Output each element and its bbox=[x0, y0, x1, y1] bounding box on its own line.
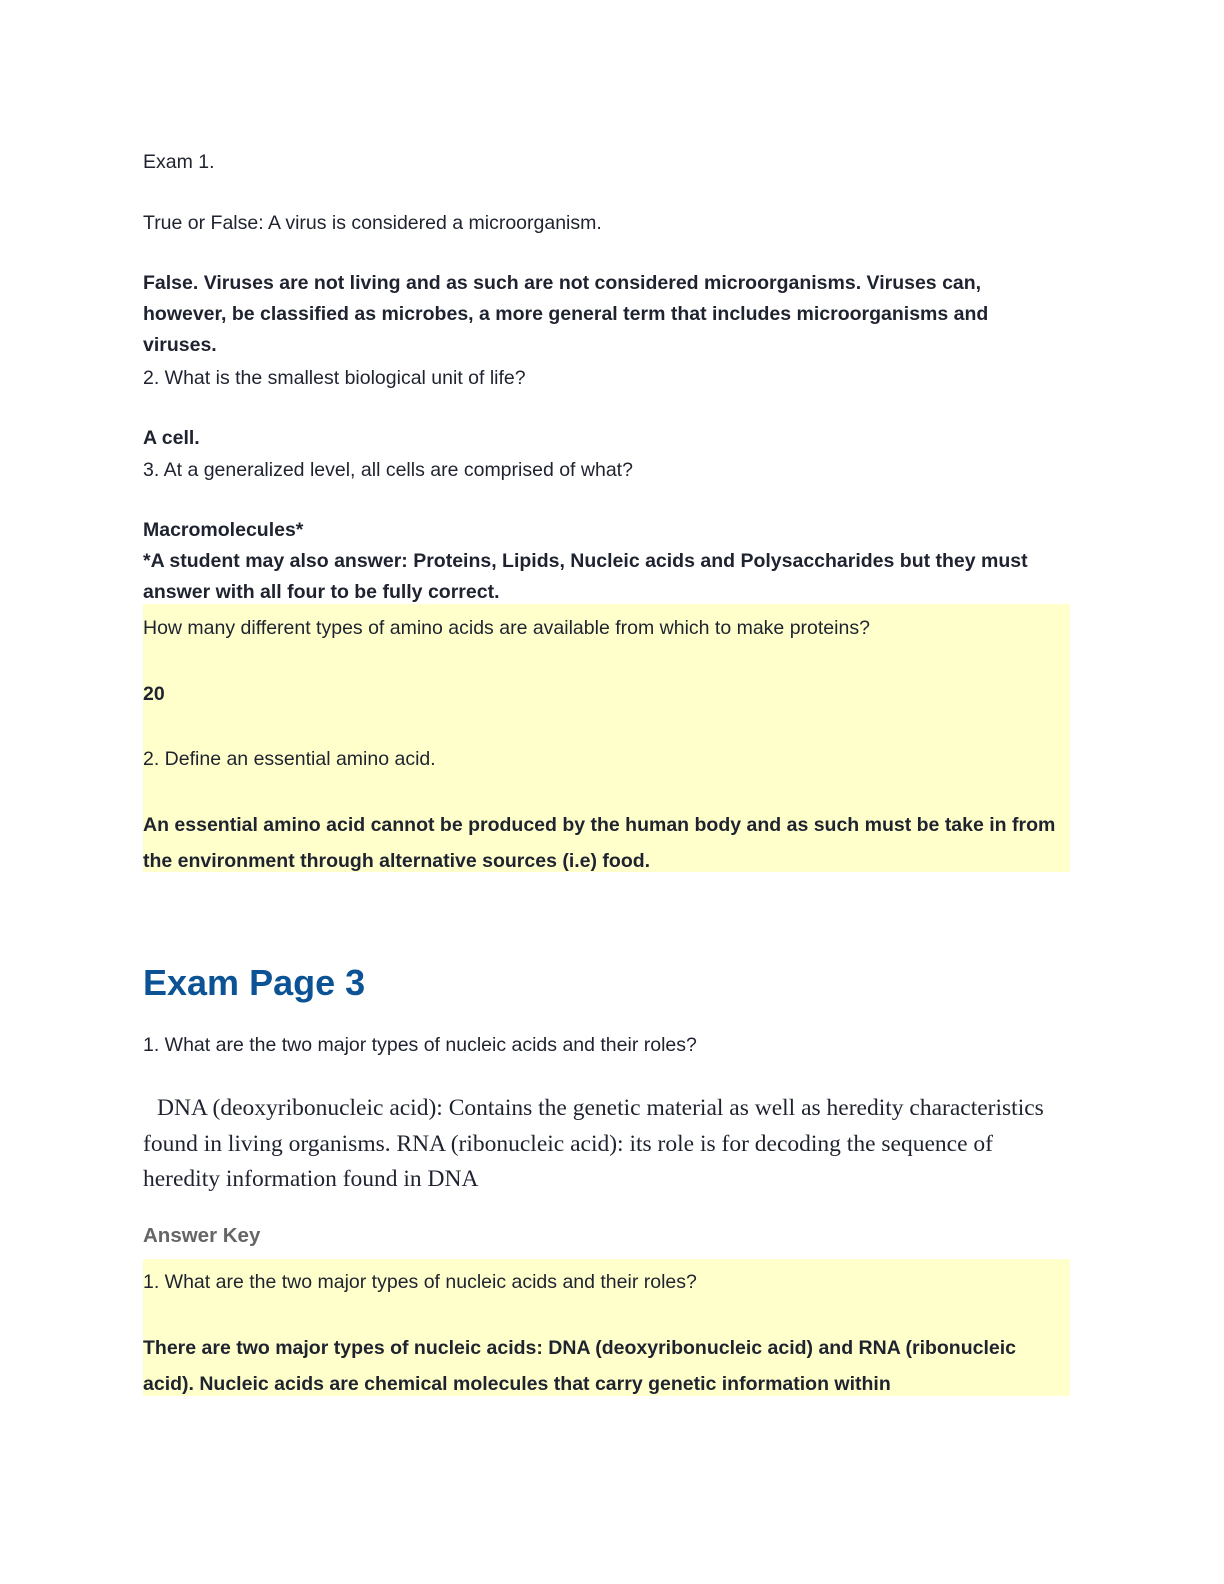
page-3-student-answer: DNA (deoxyribonucleic acid): Contains the genetic material as well as heredity characteristics found in living organisms. RNA (ribonucleic acid): its role is for decoding the sequence of heredity information found in DNA bbox=[143, 1095, 1044, 1192]
answer-amino-acid-count: 20 bbox=[143, 683, 165, 705]
question-3: 3. At a generalized level, all cells are comprised of what? bbox=[143, 459, 633, 481]
answer-3-note: *A student may also answer: Proteins, Lipids, Nucleic acids and Polysaccharides but they must answer with all four to be fully correct. bbox=[143, 550, 1028, 603]
highlight-block-amino-acids bbox=[143, 604, 1070, 872]
answer-key-question: 1. What are the two major types of nucleic acids and their roles? bbox=[143, 1271, 697, 1293]
exam-title: Exam 1. bbox=[143, 151, 215, 173]
answer-key-answer: There are two major types of nucleic acids: DNA (deoxyribonucleic acid) and RNA (ribonucleic acid). Nucleic acids are chemical molecules that carry genetic information within bbox=[143, 1337, 1016, 1395]
answer-3: Macromolecules* bbox=[143, 519, 304, 541]
question-2: 2. What is the smallest biological unit of life? bbox=[143, 367, 526, 389]
highlight-block-answer-key bbox=[143, 1259, 1070, 1396]
page-3-question: 1. What are the two major types of nucleic acids and their roles? bbox=[143, 1034, 697, 1056]
question-essential-amino-acid: 2. Define an essential amino acid. bbox=[143, 748, 436, 770]
question-amino-acid-count: How many different types of amino acids are available from which to make proteins? bbox=[143, 617, 870, 639]
answer-2: A cell. bbox=[143, 427, 200, 449]
page-3-heading: Exam Page 3 bbox=[143, 962, 366, 1003]
answer-key-label: Answer Key bbox=[143, 1224, 261, 1247]
answer-essential-amino-acid: An essential amino acid cannot be produced by the human body and as such must be take in from the environment through alternative sources (i.e) food. bbox=[143, 814, 1056, 872]
question-1: True or False: A virus is considered a microorganism. bbox=[143, 212, 602, 234]
answer-1: False. Viruses are not living and as such are not considered microorganisms. Viruses can, however, be classified as microbes, a more general term that includes microorganisms and viruses. bbox=[143, 272, 989, 356]
